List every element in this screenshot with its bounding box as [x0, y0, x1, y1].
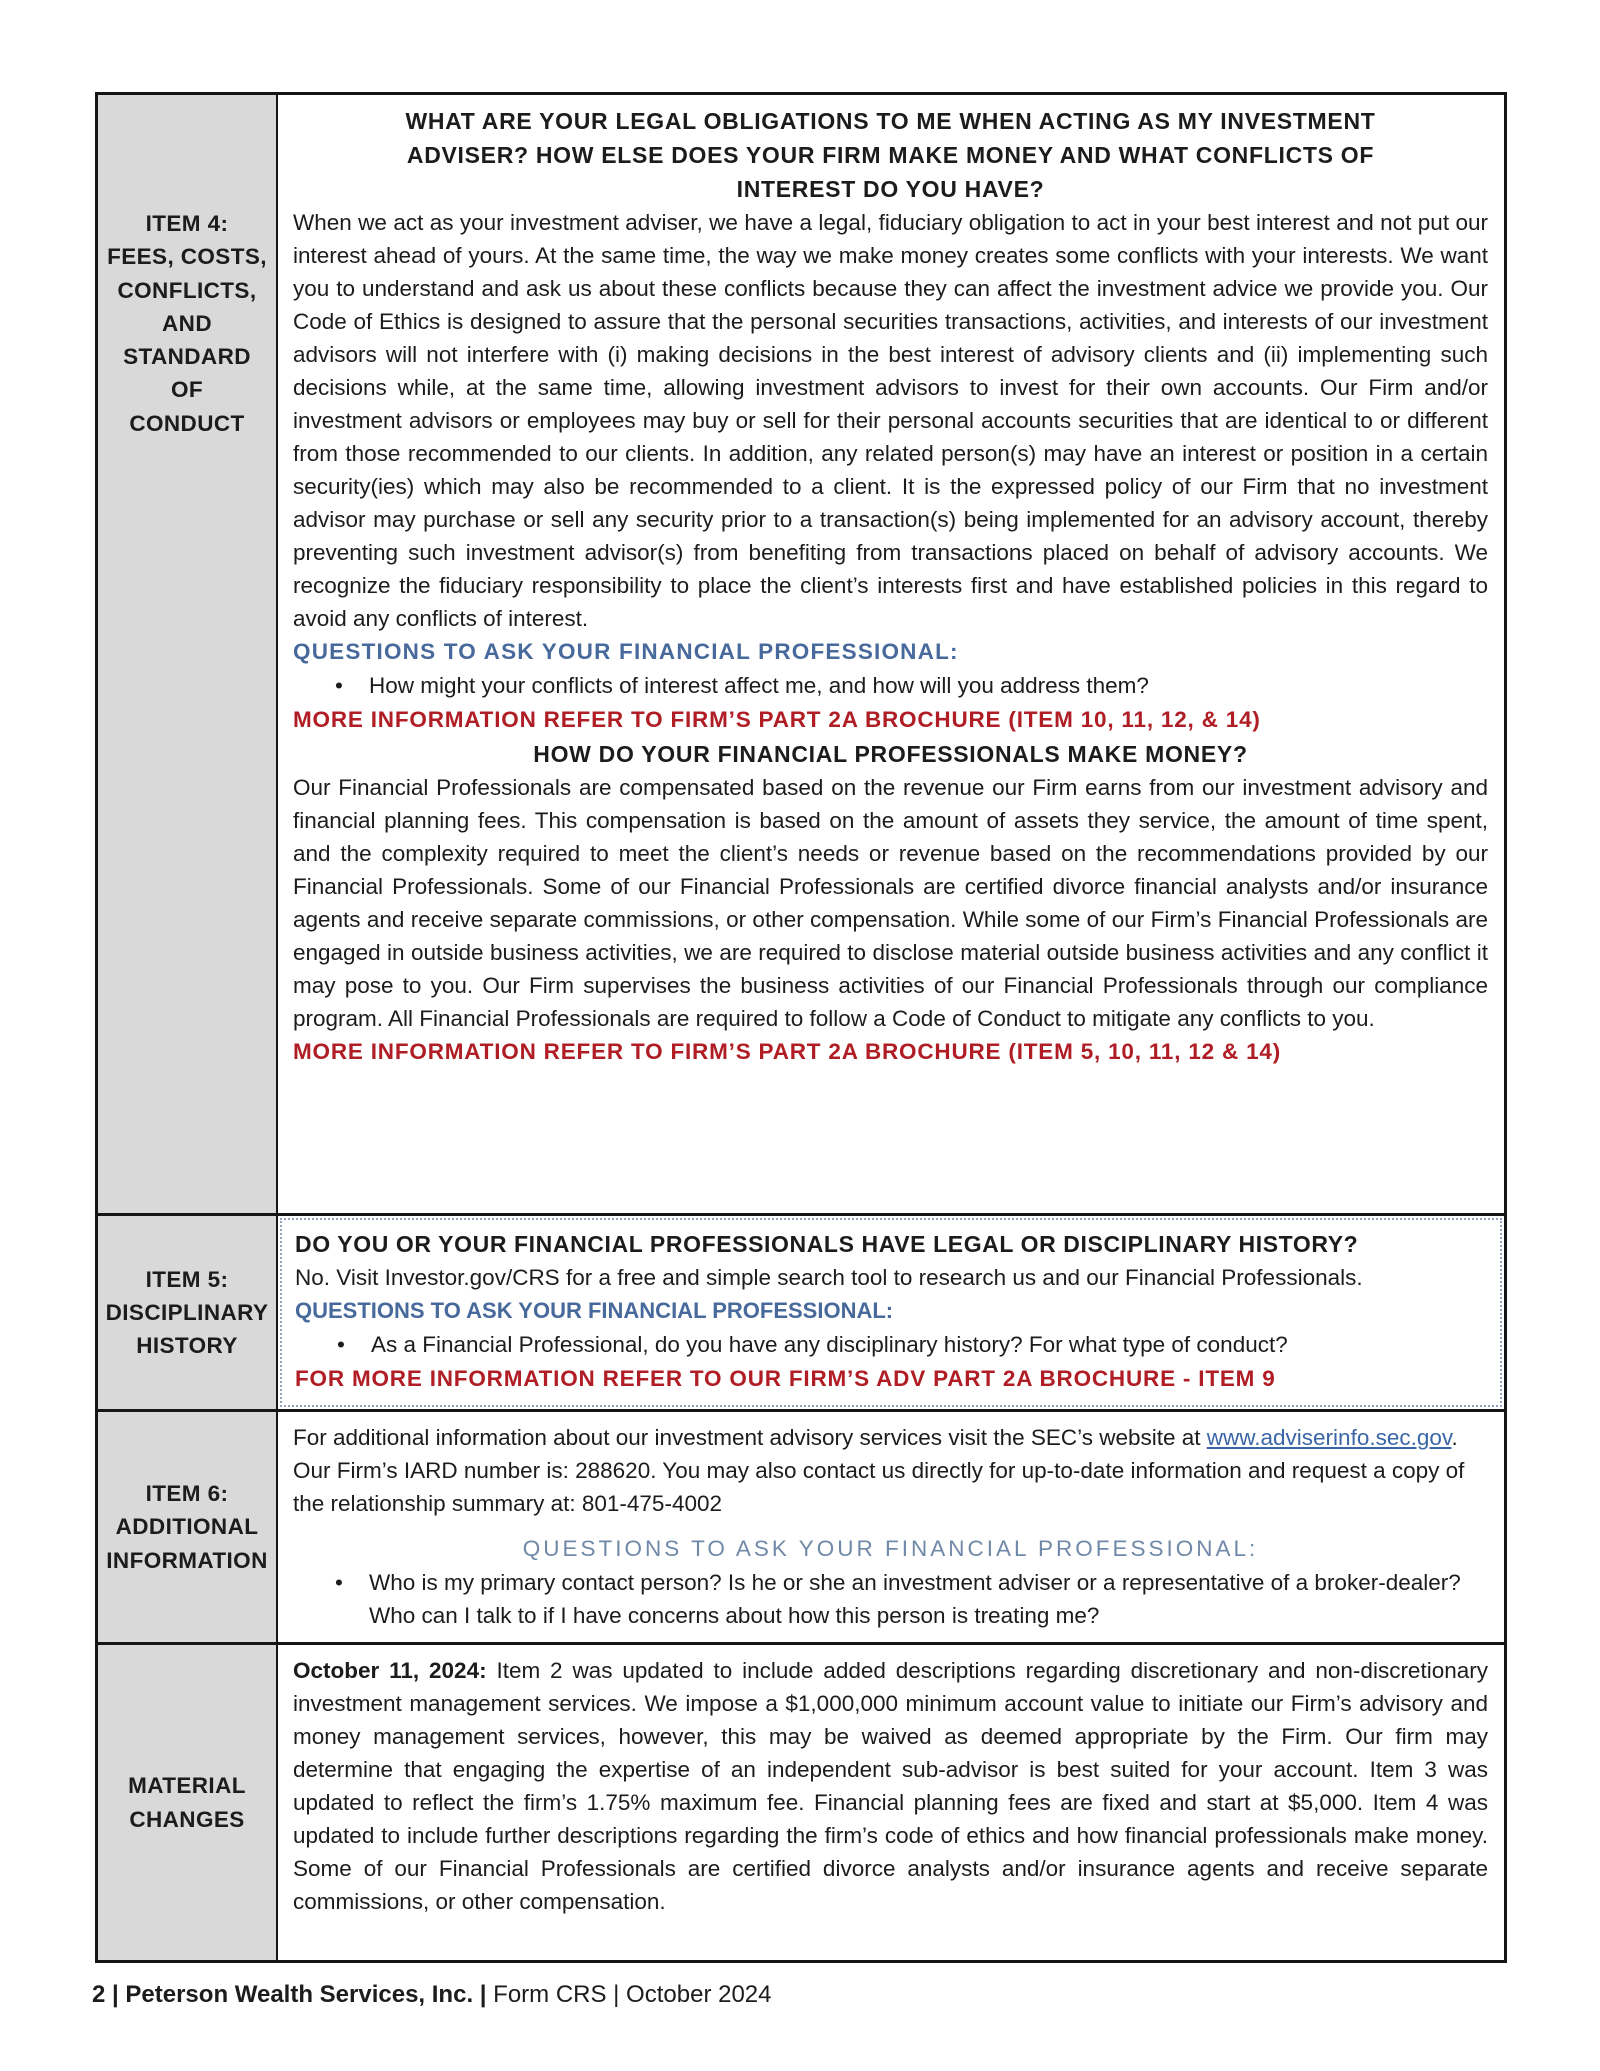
material-label-line-1: MATERIAL: [128, 1773, 246, 1799]
item4-label-line-5: STANDARD OF: [123, 344, 251, 403]
item4-more-info-line-1: MORE INFORMATION REFER TO FIRM’S PART 2A BROCHURE (ITEM 10, 11, 12, & 14): [293, 707, 1261, 732]
item5-questions-heading: QUESTIONS TO ASK YOUR FINANCIAL PROFESSIONAL:: [295, 1298, 894, 1323]
item4-more-info-line-2: MORE INFORMATION REFER TO FIRM’S PART 2A BROCHURE (ITEM 5, 10, 11, 12 & 14): [293, 1039, 1282, 1064]
item6-label-line-2: ADDITIONAL: [115, 1514, 259, 1540]
crs-table: [95, 92, 1507, 1963]
item4-label-line-3: CONFLICTS,: [117, 277, 257, 303]
material-changes-date: October 11, 2024:: [293, 1658, 487, 1683]
item5-bullet-item: [295, 1328, 1486, 1361]
item6-content-cell: [278, 1412, 1504, 1642]
material-changes-label-cell: [98, 1645, 278, 1960]
material-changes-content-cell: [278, 1645, 1504, 1960]
bullet-icon: •: [335, 1570, 343, 1595]
row-item6: [98, 1409, 1504, 1642]
material-changes-paragraph: [293, 1654, 1488, 1918]
item5-heading-disciplinary: DO YOU OR YOUR FINANCIAL PROFESSIONALS HAVE LEGAL OR DISCIPLINARY HISTORY?: [295, 1231, 1359, 1257]
item5-paragraph-no: No. Visit Investor.gov/CRS for a free and simple search tool to research us and our Financial Professionals.: [295, 1265, 1363, 1290]
item4-paragraph-fiduciary: When we act as your investment adviser, we have a legal, fiduciary obligation to act in your best interest and not put our interest ahead of yours. At the same time, the way we make money creates some conflicts with your interests. We want you to understand and ask us about these conflicts because they can affect the investment advice we provide you. Our Code of Ethics is designed to assure that the personal securities transactions, activities, and interests of our investment advisors will not interfere with (i) making decisions in the best interest of advisory clients and (ii) implementing such decisions while, at the same time, allowing investment advisors to invest for their own accounts. Our Firm and/or investment advisors or employees may buy or sell for their personal accounts securities that are identical to or different from those recommended to our clients. In addition, any related person(s) may have an interest or position in a certain security(ies) which may also be recommended to a client. It is the expressed policy of our Firm that no investment advisor may purchase or sell any security prior to a transaction(s) being implemented for an advisory account, thereby preventing such investment advisor(s) from benefiting from transactions placed on behalf of advisory accounts. We recognize the fiduciary responsibility to place the client’s interests first and have established policies in this regard to avoid any conflicts of interest.: [293, 210, 1488, 631]
item4-label-line-6: CONDUCT: [129, 410, 245, 436]
item4-heading-make-money: HOW DO YOUR FINANCIAL PROFESSIONALS MAKE MONEY?: [533, 741, 1248, 767]
row-item4: [98, 95, 1504, 1213]
material-label-line-2: CHANGES: [129, 1806, 245, 1832]
item5-label-line-2: DISCIPLINARY: [105, 1299, 269, 1325]
item6-label-line-1: ITEM 6:: [145, 1481, 229, 1507]
footer-page-info: 2 | Peterson Wealth Services, Inc. |: [92, 1981, 494, 2008]
item5-label-line-1: ITEM 5:: [145, 1266, 229, 1292]
item4-label-cell: [98, 95, 278, 1213]
material-changes-text: Item 2 was updated to include added descriptions regarding discretionary and non-discretionary investment management services. We impose a $1,000,000 minimum account value to initiate our Firm’s advisory and money management services, however, this may be waived as deemed appropriate by the Firm. Our firm may determine that engaging the expertise of an independent sub-advisor is best suited for your account. Item 3 was updated to reflect the firm’s 1.75% maximum fee. Financial planning fees are fixed and start at $5,000. Item 4 was updated to include further descriptions regarding the firm’s code of ethics and how financial professionals make money. Some of our Financial Professionals are certified divorce analysts and/or insurance agents and receive separate commissions, or other compensation.: [293, 1658, 1488, 1914]
item4-label-line-2: FEES, COSTS,: [107, 244, 267, 270]
row-material-changes: [98, 1642, 1504, 1960]
item5-more-info-line: FOR MORE INFORMATION REFER TO OUR FIRM’S ADV PART 2A BROCHURE - ITEM 9: [295, 1366, 1276, 1391]
item4-content-cell: [278, 95, 1504, 1213]
footer-doc-info: Form CRS | October 2024: [493, 1981, 772, 2008]
item5-label-line-3: HISTORY: [136, 1333, 238, 1359]
item4-questions-heading: QUESTIONS TO ASK YOUR FINANCIAL PROFESSIONAL:: [293, 639, 959, 664]
item4-bullet-text: How might your conflicts of interest affect me, and how will you address them?: [369, 673, 1149, 698]
item6-bullet-text: Who is my primary contact person? Is he or she an investment adviser or a representative of a broker-dealer? Who can I talk to if I have concerns about how this person is treating me?: [369, 1570, 1461, 1628]
item6-questions-heading: QUESTIONS TO ASK YOUR FINANCIAL PROFESSIONAL:: [522, 1536, 1259, 1561]
adviserinfo-link[interactable]: www.adviserinfo.sec.gov: [1206, 1425, 1452, 1450]
item6-label-line-3: INFORMATION: [106, 1547, 268, 1573]
item5-bullet-text: As a Financial Professional, do you have any disciplinary history? For what type of conduct?: [371, 1332, 1288, 1357]
item4-label-line-4: AND: [162, 310, 212, 336]
row-item5: [98, 1213, 1504, 1409]
item4-heading-legal-obligations: WHAT ARE YOUR LEGAL OBLIGATIONS TO ME WHEN ACTING AS MY INVESTMENT ADVISER? HOW ELSE DOES YOUR FIRM MAKE MONEY AND WHAT CONFLICTS OF INTEREST DO YOU HAVE?: [405, 108, 1376, 202]
item4-paragraph-compensation: Our Financial Professionals are compensated based on the revenue our Firm earns from our investment advisory and financial planning fees. This compensation is based on the amount of assets they service, the amount of time spent, and the complexity required to meet the client’s needs or revenue based on the recommendations provided by our Financial Professionals. Some of our Financial Professionals are certified divorce financial analysts and/or insurance agents and receive separate commissions, or other compensation. While some of our Firm’s Financial Professionals are engaged in outside business activities, we are required to disclose material outside business activities and any conflict it may pose to you. Our Firm supervises the business activities of our Financial Professionals through our compliance program. All Financial Professionals are required to follow a Code of Conduct to mitigate any conflicts to you.: [293, 775, 1488, 1031]
item6-label-cell: [98, 1412, 278, 1642]
item5-label-cell: [98, 1216, 278, 1409]
item6-paragraph-additional-info: [293, 1421, 1488, 1520]
bullet-icon: •: [335, 673, 343, 698]
item6-bullet-item: [293, 1566, 1488, 1632]
bullet-icon: •: [337, 1332, 345, 1357]
item5-content-cell: [278, 1216, 1504, 1409]
item6-para-text-before-link: For additional information about our investment advisory services visit the SEC’s website at: [293, 1425, 1207, 1450]
item4-bullet-item: [293, 669, 1488, 702]
item6-para-text-after-link: . Our Firm’s IARD number is: 288620. You may also contact us directly for up-to-date information and request a copy of the relationship summary at: 801-475-4002: [293, 1425, 1465, 1516]
item4-label-line-1: ITEM 4:: [145, 211, 229, 236]
item5-dotted-box: [280, 1218, 1502, 1407]
page-footer: [92, 1980, 772, 2010]
